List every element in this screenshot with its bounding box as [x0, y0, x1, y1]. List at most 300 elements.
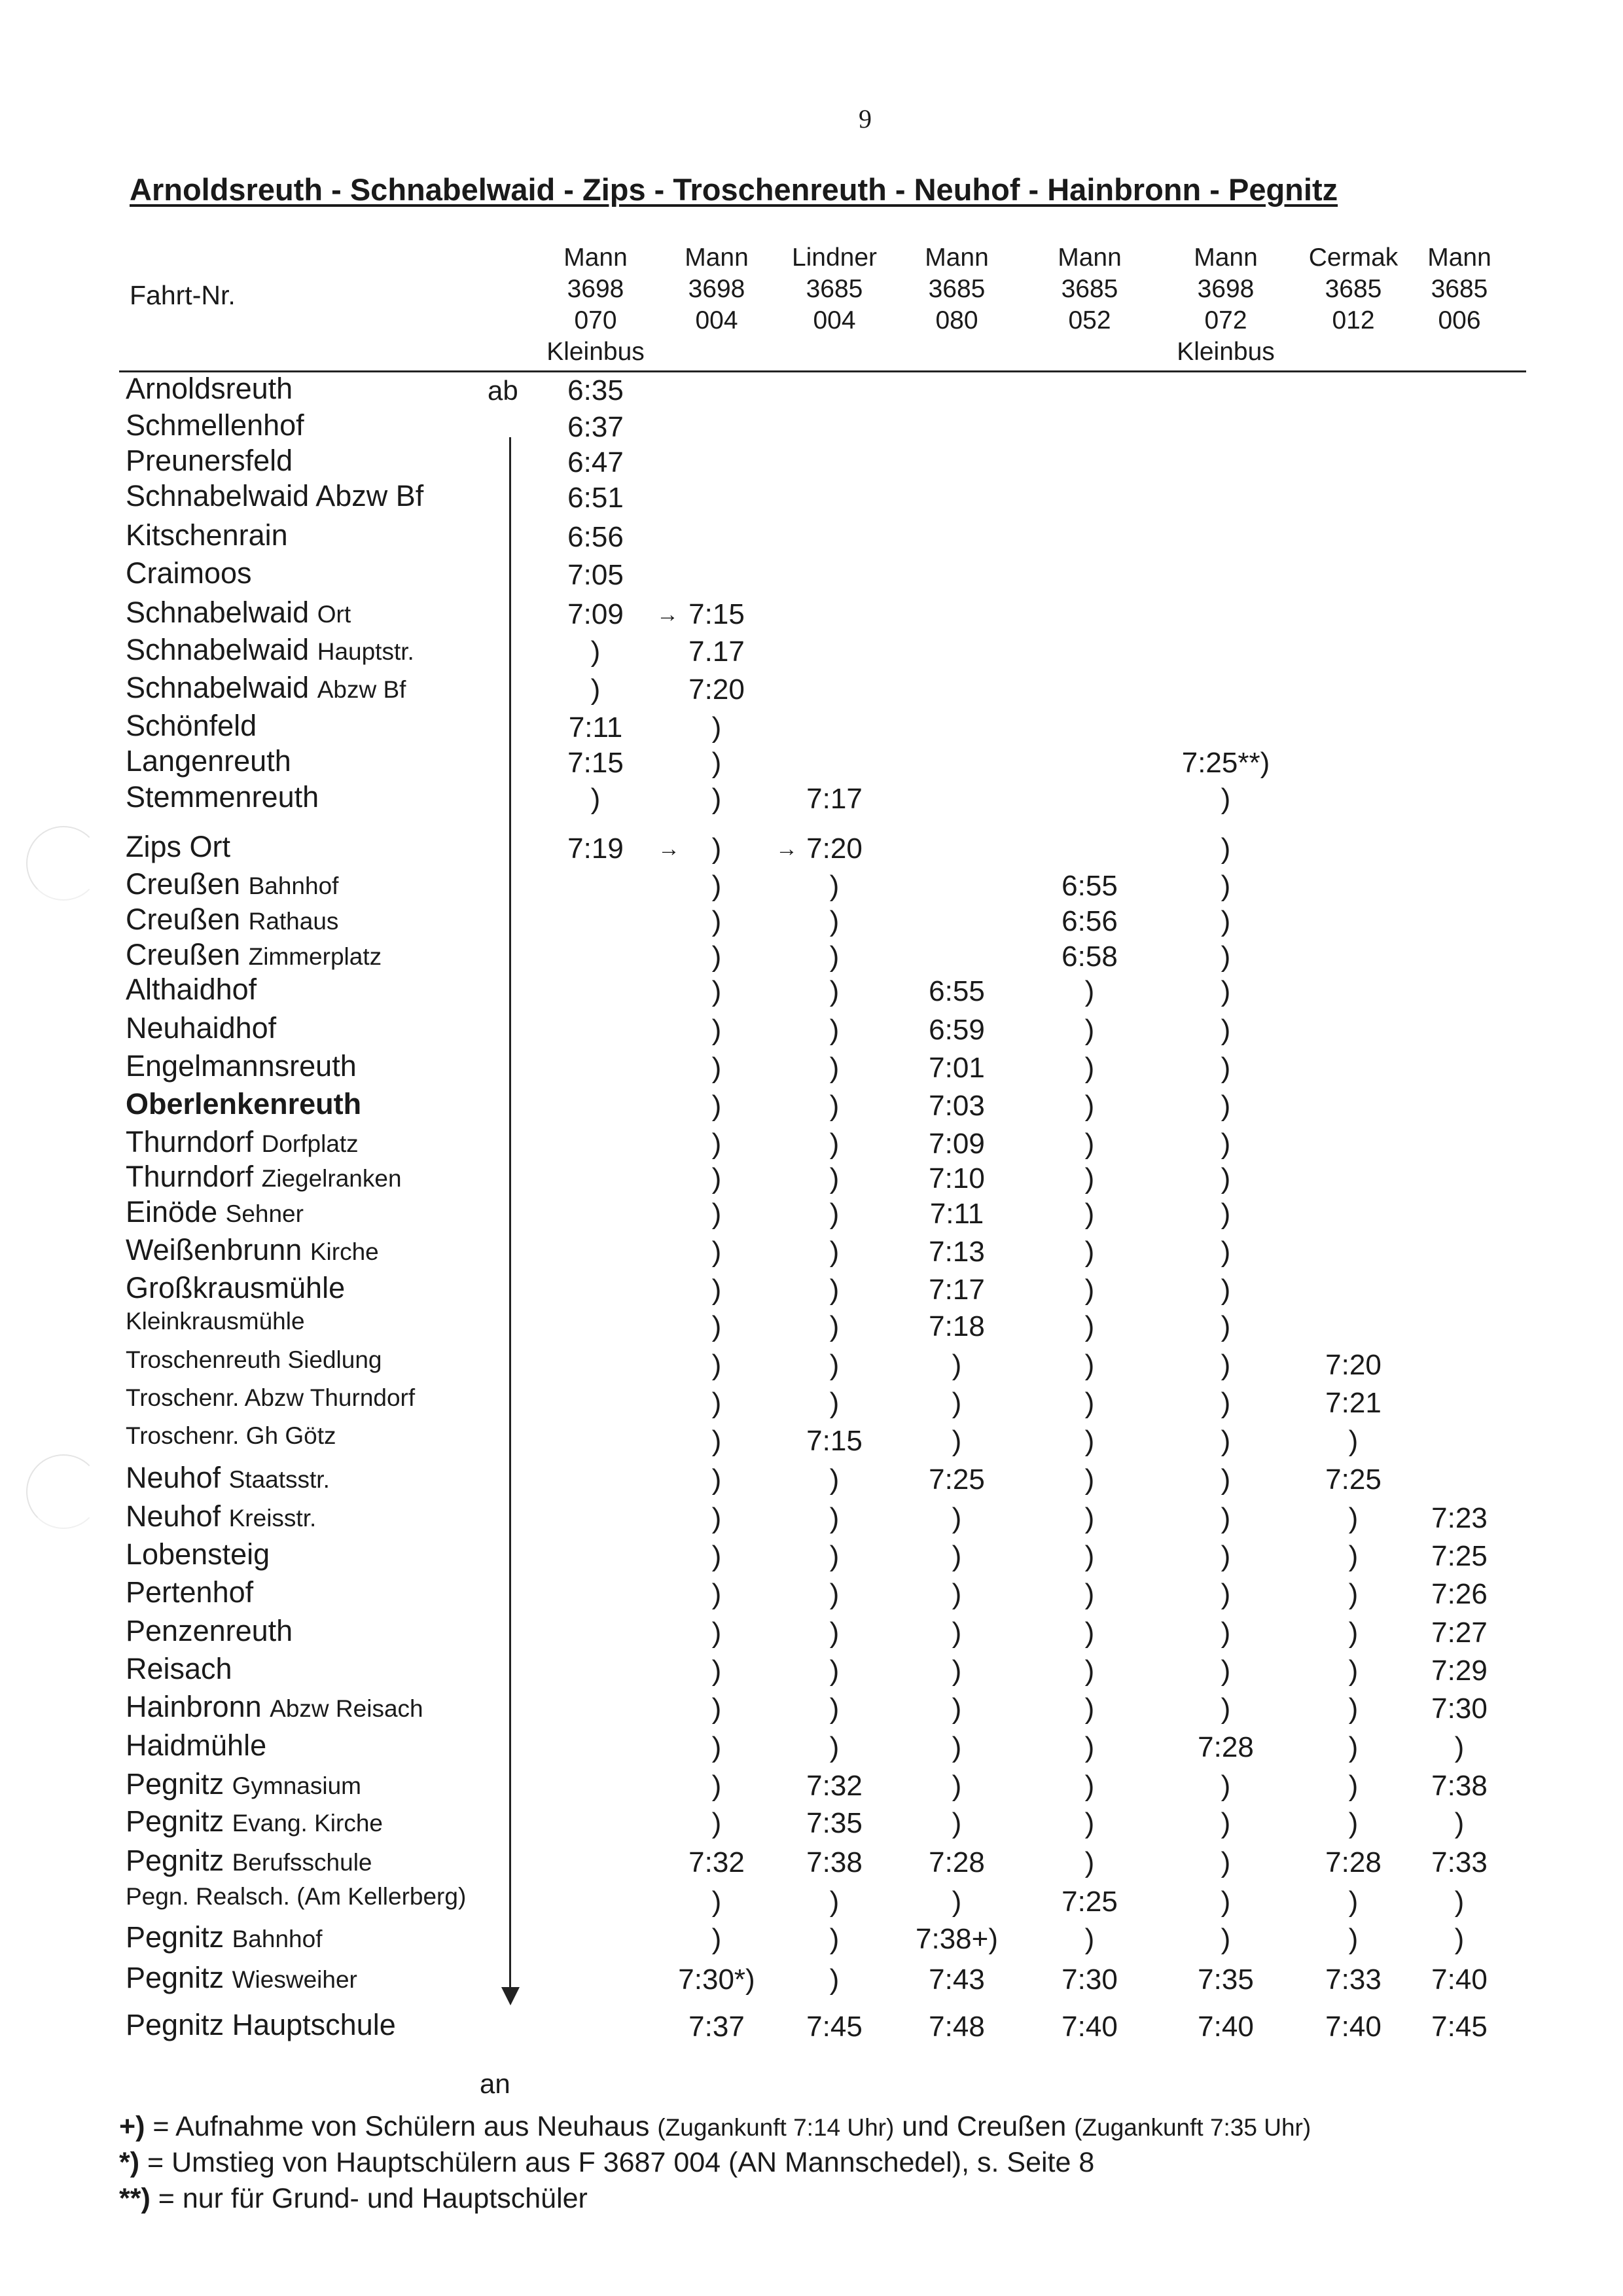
- time-cell: ): [1084, 1731, 1095, 1763]
- time-cell: ): [1221, 1198, 1231, 1230]
- time-cell: 7:43: [929, 1964, 985, 1996]
- time-cell: ): [711, 905, 722, 937]
- stop-name: [126, 1195, 304, 1229]
- time-cell: ): [1221, 1274, 1231, 1306]
- time-cell: ): [1454, 1886, 1465, 1918]
- stop-name-main: Craimoos: [126, 556, 252, 590]
- time-cell: ): [1348, 1770, 1359, 1802]
- time-cell: ): [711, 711, 722, 744]
- column-header-trip: 004: [695, 306, 738, 334]
- column-header-trip: 012: [1332, 306, 1375, 334]
- time-cell: ): [1348, 1502, 1359, 1534]
- time-cell: 7:29: [1431, 1655, 1488, 1687]
- time-cell: 7:40: [1061, 2011, 1118, 2043]
- time-cell: ): [711, 1349, 722, 1381]
- time-cell: ): [829, 1655, 840, 1687]
- stop-name: [126, 1233, 379, 1267]
- stop-name-main: Kleinkrausmühle: [126, 1308, 305, 1335]
- time-cell: ): [711, 1274, 722, 1306]
- time-cell: 7:37: [688, 2011, 745, 2043]
- time-cell: ): [1221, 975, 1231, 1007]
- time-cell: ): [1084, 1349, 1095, 1381]
- time-cell: ): [1454, 1731, 1465, 1763]
- stop-name: [126, 1804, 383, 1839]
- footnote: [119, 2147, 1094, 2179]
- time-cell: 7:17: [929, 1274, 985, 1306]
- stop-name: [126, 744, 291, 778]
- time-cell: ): [1348, 1923, 1359, 1955]
- stop-name-main: Preunersfeld: [126, 444, 293, 477]
- stop-name-main: Neuhof: [126, 1461, 221, 1494]
- time-cell: 6:35: [567, 374, 624, 406]
- column-header-line: 3685: [1431, 275, 1488, 303]
- stop-name-main: Stemmenreuth: [126, 780, 319, 814]
- time-cell: 7:03: [929, 1090, 985, 1122]
- time-cell: ): [1084, 1807, 1095, 1839]
- transfer-arrow-icon: →: [658, 836, 680, 861]
- stop-name-detail: Bahnhof: [232, 1926, 323, 1952]
- time-cell: ): [829, 1198, 840, 1230]
- time-cell: ): [1221, 1090, 1231, 1122]
- stop-name-detail: Wiesweiher: [232, 1966, 357, 1993]
- time-cell: ): [829, 1463, 840, 1496]
- time-cell: ): [829, 1923, 840, 1955]
- time-cell: ): [1221, 1463, 1231, 1496]
- time-cell: ): [711, 1807, 722, 1839]
- stop-name-main: Arnoldsreuth: [126, 372, 293, 405]
- time-cell: ): [1084, 1310, 1095, 1342]
- time-cell: ): [711, 975, 722, 1007]
- time-cell: 7:11: [929, 1198, 984, 1230]
- time-cell: ): [711, 833, 722, 865]
- column-header-vehicle: Kleinbus: [1177, 338, 1275, 366]
- time-cell: 6:37: [567, 411, 624, 443]
- column-header-operator: Mann: [563, 243, 628, 272]
- time-cell: ): [1084, 1090, 1095, 1122]
- time-cell: ): [829, 1886, 840, 1918]
- time-cell: ): [711, 1578, 722, 1610]
- stop-name-main: Althaidhof: [126, 973, 257, 1006]
- time-cell: ): [829, 1310, 840, 1342]
- time-cell: 6:55: [929, 975, 985, 1007]
- time-cell: 7:35: [1198, 1964, 1254, 1996]
- stop-name: [126, 1499, 316, 1534]
- stop-name: [126, 1690, 423, 1724]
- time-cell: ): [829, 975, 840, 1007]
- stop-name-main: Pegnitz: [126, 1844, 224, 1877]
- stop-name-main: Thurndorf: [126, 1160, 254, 1193]
- time-cell: ): [829, 1731, 840, 1763]
- time-cell: ): [952, 1578, 962, 1610]
- time-cell: ): [711, 1310, 722, 1342]
- footnote-mark: **): [119, 2183, 151, 2214]
- time-cell: ): [952, 1425, 962, 1457]
- time-cell: 7:38: [806, 1846, 863, 1878]
- stop-name-main: Pegn. Realsch. (Am Kellerberg): [126, 1883, 467, 1910]
- column-header-operator: Mann: [1194, 243, 1258, 272]
- stop-name-detail: Abzw Reisach: [270, 1695, 423, 1722]
- stop-name-detail: Dorfplatz: [261, 1130, 359, 1157]
- time-cell: ): [829, 941, 840, 973]
- time-cell: ): [1221, 1540, 1231, 1572]
- time-cell: ): [1084, 1236, 1095, 1268]
- stop-name-detail: Abzw Bf: [317, 676, 406, 703]
- time-cell: ): [1348, 1886, 1359, 1918]
- time-cell: 7.17: [688, 636, 745, 668]
- stop-name-main: Schnabelwaid: [126, 596, 310, 629]
- time-cell: ): [1348, 1617, 1359, 1649]
- stop-name-main: Einöde: [126, 1195, 218, 1229]
- time-cell: ): [711, 747, 722, 779]
- stop-name-main: Neuhof: [126, 1499, 221, 1533]
- time-cell: ): [711, 1236, 722, 1268]
- stop-name-main: Troschenr. Gh Götz: [126, 1422, 336, 1449]
- stop-name: [126, 1883, 466, 1910]
- down-arrow-icon: [501, 1987, 520, 2005]
- stop-name-main: Haidmühle: [126, 1729, 267, 1762]
- stop-name-detail: Staatsstr.: [228, 1466, 330, 1493]
- time-cell: ): [1084, 1014, 1095, 1046]
- time-cell: ): [1221, 1655, 1231, 1687]
- time-cell: ): [1221, 1128, 1231, 1160]
- time-cell: 7:19: [567, 833, 624, 865]
- time-cell: ): [1221, 1807, 1231, 1839]
- time-cell: 6:47: [567, 446, 624, 478]
- time-cell: ): [711, 1655, 722, 1687]
- stop-name-detail: Berufsschule: [232, 1849, 372, 1876]
- time-cell: ): [711, 1162, 722, 1194]
- stop-name-detail: Kreisstr.: [228, 1505, 317, 1532]
- time-cell: ): [1084, 1502, 1095, 1534]
- time-cell: ): [1084, 1617, 1095, 1649]
- time-cell: 7:25: [929, 1463, 985, 1496]
- time-cell: 7:10: [929, 1162, 985, 1194]
- time-cell: ): [711, 783, 722, 815]
- time-cell: 7:28: [1198, 1731, 1254, 1763]
- time-cell: 7:17: [806, 783, 863, 815]
- transfer-arrow-icon: →: [776, 836, 798, 861]
- time-cell: ): [829, 1236, 840, 1268]
- time-cell: ): [1348, 1540, 1359, 1572]
- stop-name: [126, 1461, 330, 1495]
- footnote-detail: (Zugankunft 7:35 Uhr): [1074, 2114, 1311, 2141]
- column-header-operator: Mann: [1427, 243, 1491, 272]
- column-header-line: 3698: [567, 275, 624, 303]
- time-cell: ): [1221, 1014, 1231, 1046]
- time-cell: ): [711, 1052, 722, 1084]
- time-cell: ): [829, 870, 840, 902]
- header-rule: [119, 370, 1526, 372]
- time-cell: ): [1221, 1578, 1231, 1610]
- time-cell: 7:30: [1431, 1693, 1488, 1725]
- stop-name: [126, 1308, 305, 1335]
- time-cell: ): [1348, 1731, 1359, 1763]
- time-cell: 7:38: [1431, 1770, 1488, 1802]
- column-header-operator: Lindner: [791, 243, 878, 272]
- stop-name-main: Pegnitz: [126, 1961, 224, 1994]
- stop-name: [126, 830, 230, 864]
- time-cell: ): [1221, 1923, 1231, 1955]
- time-cell: 7:45: [806, 2011, 863, 2043]
- time-cell: ): [1221, 1693, 1231, 1725]
- time-cell: ): [952, 1807, 962, 1839]
- time-cell: ): [711, 1617, 722, 1649]
- column-header-trip: 006: [1438, 306, 1481, 334]
- column-header-operator: Mann: [685, 243, 749, 272]
- time-cell: ): [829, 1578, 840, 1610]
- time-cell: 6:58: [1061, 941, 1118, 973]
- stop-name-main: Hainbronn: [126, 1690, 262, 1723]
- time-cell: ): [829, 1964, 840, 1996]
- column-header-trip: 004: [813, 306, 856, 334]
- time-cell: 7:18: [929, 1310, 985, 1342]
- stop-name: [126, 1346, 382, 1374]
- stop-name-main: Penzenreuth: [126, 1614, 293, 1647]
- stop-name-main: Pegnitz: [126, 1767, 224, 1801]
- column-header-vehicle: Kleinbus: [546, 338, 645, 366]
- column-header-line: 3698: [688, 275, 745, 303]
- stop-name: [126, 1961, 357, 1995]
- time-cell: 7:30: [1061, 1964, 1118, 1996]
- stop-name-main: Kitschenrain: [126, 518, 288, 552]
- time-cell: ): [711, 1128, 722, 1160]
- time-cell: ): [1221, 1052, 1231, 1084]
- stop-name: [126, 1652, 232, 1686]
- time-cell: ): [952, 1655, 962, 1687]
- time-cell: ): [829, 1349, 840, 1381]
- time-cell: ): [1221, 1310, 1231, 1342]
- time-cell: 7:40: [1431, 1964, 1488, 1996]
- punch-hole-mark: [26, 826, 101, 901]
- stop-name-detail: Ziegelranken: [261, 1165, 402, 1192]
- time-cell: 7:32: [688, 1846, 745, 1878]
- time-cell: 7:15: [567, 747, 624, 779]
- stop-name: [126, 1422, 336, 1450]
- time-cell: ): [711, 1198, 722, 1230]
- stop-name: [126, 1160, 402, 1194]
- stop-name: [126, 596, 351, 630]
- stop-name-main: Zips Ort: [126, 830, 231, 863]
- time-cell: ): [1221, 905, 1231, 937]
- time-cell: 7:40: [1198, 2011, 1254, 2043]
- stop-name: [126, 973, 257, 1007]
- time-cell: ): [829, 1052, 840, 1084]
- time-cell: ): [711, 941, 722, 973]
- time-cell: ): [1221, 941, 1231, 973]
- time-cell: 7:30*): [678, 1964, 755, 1996]
- stop-name-detail: Gymnasium: [232, 1772, 362, 1799]
- time-cell: 7:05: [567, 559, 624, 591]
- time-cell: 7:01: [929, 1052, 985, 1084]
- stop-name-main: Creußen: [126, 903, 241, 936]
- stop-name: [126, 1614, 293, 1648]
- time-cell: ): [1221, 1425, 1231, 1457]
- time-cell: ): [711, 1425, 722, 1457]
- time-cell: ): [1221, 1236, 1231, 1268]
- time-cell: ): [829, 1162, 840, 1194]
- stop-name: [126, 1087, 361, 1121]
- time-cell: 6:51: [567, 482, 624, 514]
- stop-name-detail: Sehner: [225, 1200, 304, 1227]
- stop-name-detail: Ort: [317, 601, 351, 628]
- time-cell: 7:20: [806, 833, 863, 865]
- time-cell: 6:56: [567, 521, 624, 553]
- stop-name-main: Troschenr. Abzw Thurndorf: [126, 1384, 416, 1411]
- time-cell: ): [1454, 1923, 1465, 1955]
- time-cell: ): [952, 1349, 962, 1381]
- time-cell: ): [711, 1387, 722, 1419]
- ab-label: ab: [488, 375, 518, 406]
- stop-name-main: Pegnitz: [126, 1804, 224, 1838]
- time-cell: 7:09: [929, 1128, 985, 1160]
- stop-name: [126, 867, 338, 901]
- time-cell: ): [829, 1540, 840, 1572]
- time-cell: ): [829, 1617, 840, 1649]
- stop-name-detail: Kirche: [310, 1238, 379, 1265]
- stop-name-main: Pegnitz Hauptschule: [126, 2008, 396, 2041]
- time-cell: ): [711, 1014, 722, 1046]
- stop-name-main: Weißenbrunn: [126, 1233, 302, 1266]
- column-header-trip: 070: [574, 306, 617, 334]
- time-cell: ): [1084, 1655, 1095, 1687]
- footnote-text: Aufnahme von Schülern aus Neuhaus: [175, 2111, 650, 2142]
- time-cell: ): [1084, 1693, 1095, 1725]
- time-cell: ): [1084, 1923, 1095, 1955]
- time-cell: ): [1348, 1807, 1359, 1839]
- footnote: [119, 2111, 1311, 2143]
- stop-name-detail: Rathaus: [248, 908, 339, 935]
- time-cell: ): [1348, 1693, 1359, 1725]
- footnote-equals: =: [158, 2183, 175, 2214]
- time-cell: ): [711, 1090, 722, 1122]
- time-cell: ): [1348, 1578, 1359, 1610]
- time-cell: ): [1084, 1846, 1095, 1878]
- time-cell: ): [590, 783, 601, 815]
- time-cell: ): [1221, 1770, 1231, 1802]
- time-cell: ): [952, 1540, 962, 1572]
- time-cell: ): [1221, 833, 1231, 865]
- time-cell: ): [711, 1923, 722, 1955]
- column-header-line: 3685: [1325, 275, 1382, 303]
- stop-name-main: Engelmannsreuth: [126, 1049, 357, 1083]
- stop-name: [126, 1011, 276, 1045]
- time-cell: 7:21: [1325, 1387, 1382, 1419]
- time-cell: ): [1221, 1349, 1231, 1381]
- stop-name-detail: Zimmerplatz: [248, 943, 382, 970]
- stop-name: [126, 1125, 359, 1159]
- stop-name: [126, 408, 304, 442]
- stop-name: [126, 479, 423, 513]
- time-cell: ): [1084, 1274, 1095, 1306]
- time-cell: ): [952, 1502, 962, 1534]
- time-cell: 7:20: [1325, 1349, 1382, 1381]
- time-cell: ): [1084, 1463, 1095, 1496]
- stop-name: [126, 1575, 253, 1609]
- stop-name-main: Schnabelwaid: [126, 671, 310, 704]
- column-header-line: 3685: [928, 275, 986, 303]
- time-cell: 7:28: [1325, 1846, 1382, 1878]
- time-cell: 7:15: [688, 598, 745, 630]
- time-cell: 6:56: [1061, 905, 1118, 937]
- an-label: an: [480, 2068, 510, 2099]
- time-cell: ): [952, 1886, 962, 1918]
- stop-name-main: Troschenreuth Siedlung: [126, 1346, 382, 1373]
- footnote-mark: +): [119, 2111, 145, 2142]
- stop-name-main: Pertenhof: [126, 1575, 254, 1609]
- time-cell: ): [829, 1274, 840, 1306]
- time-cell: 7:13: [929, 1236, 985, 1268]
- time-cell: ): [952, 1693, 962, 1725]
- time-cell: ): [1084, 1425, 1095, 1457]
- stop-name: [126, 938, 382, 972]
- time-cell: ): [1084, 1387, 1095, 1419]
- stop-name-main: Creußen: [126, 938, 241, 971]
- time-cell: ): [952, 1387, 962, 1419]
- time-cell: ): [1221, 1886, 1231, 1918]
- time-cell: ): [590, 673, 601, 706]
- column-header-trip: 072: [1204, 306, 1247, 334]
- footnote-equals: =: [152, 2111, 169, 2142]
- stop-name-main: Langenreuth: [126, 744, 291, 778]
- stop-name: [126, 903, 338, 937]
- column-header-operator: Cermak: [1308, 243, 1399, 272]
- stop-name: [126, 1844, 372, 1878]
- stop-name: [126, 1384, 415, 1412]
- stop-name-main: Schnabelwaid: [126, 633, 310, 666]
- column-header-line: 3685: [1061, 275, 1118, 303]
- stop-name: [126, 1767, 361, 1801]
- fahrt-label: Fahrt-Nr.: [130, 280, 236, 310]
- time-cell: 7:32: [806, 1770, 863, 1802]
- stop-name: [126, 518, 288, 552]
- time-cell: ): [829, 1502, 840, 1534]
- time-cell: ): [1221, 1617, 1231, 1649]
- stop-name-detail: Bahnhof: [248, 872, 339, 899]
- time-cell: ): [1084, 1052, 1095, 1084]
- time-cell: ): [1084, 975, 1095, 1007]
- stop-name-main: Creußen: [126, 867, 241, 901]
- time-cell: ): [1084, 1198, 1095, 1230]
- column-header-line: 3685: [806, 275, 863, 303]
- stop-name: [126, 444, 293, 478]
- page-number: 9: [859, 104, 872, 134]
- time-cell: ): [1221, 783, 1231, 815]
- time-cell: ): [1084, 1770, 1095, 1802]
- time-cell: ): [829, 1014, 840, 1046]
- stop-name-main: Schönfeld: [126, 709, 257, 742]
- time-cell: ): [1221, 870, 1231, 902]
- time-cell: ): [711, 1693, 722, 1725]
- stop-name-main: Neuhaidhof: [126, 1011, 277, 1045]
- time-cell: 7:35: [806, 1807, 863, 1839]
- stop-name-main: Schmellenhof: [126, 408, 304, 442]
- time-cell: ): [1221, 1846, 1231, 1878]
- time-cell: 7:15: [806, 1425, 863, 1457]
- time-cell: 7:28: [929, 1846, 985, 1878]
- time-cell: 6:55: [1061, 870, 1118, 902]
- time-cell: ): [711, 1886, 722, 1918]
- time-cell: ): [711, 1463, 722, 1496]
- time-cell: ): [829, 1693, 840, 1725]
- stop-name: [126, 556, 252, 590]
- footnote-mark: *): [119, 2147, 140, 2178]
- stop-name: [126, 1729, 266, 1763]
- footnote-equals: =: [147, 2147, 164, 2178]
- time-cell: ): [711, 1770, 722, 1802]
- stop-name-main: Großkrausmühle: [126, 1271, 346, 1304]
- time-cell: ): [1084, 1128, 1095, 1160]
- time-cell: ): [1348, 1655, 1359, 1687]
